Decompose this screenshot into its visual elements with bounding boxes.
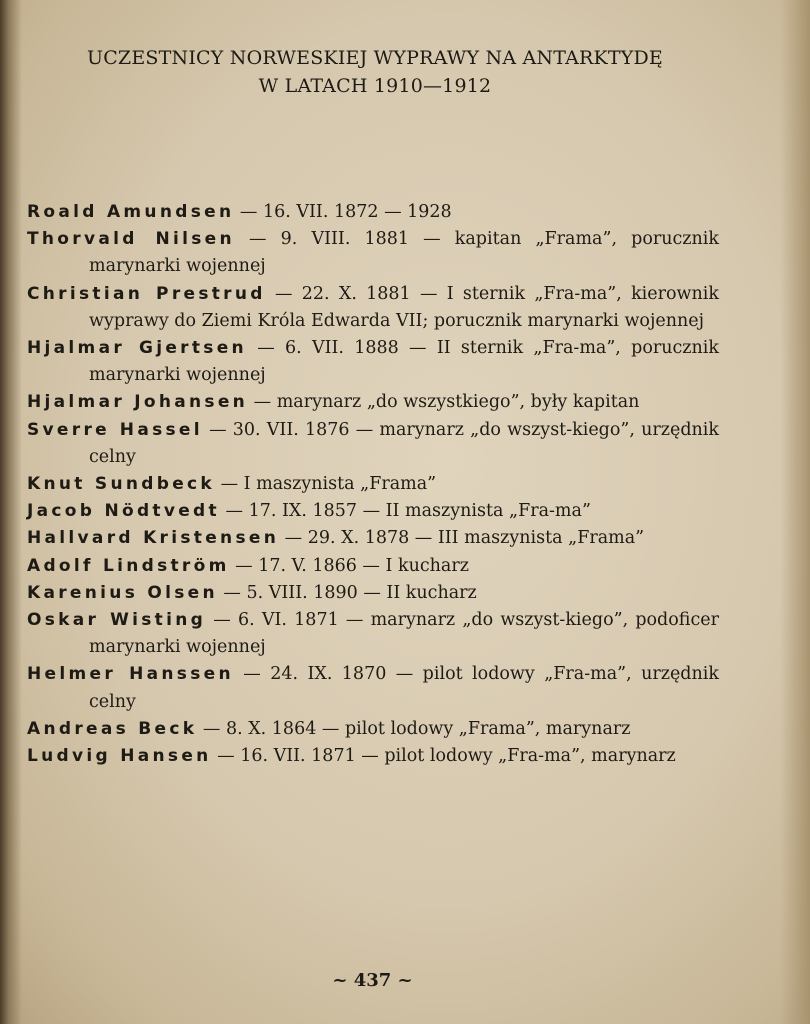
participant-details: — 6. VI. 1871 — marynarz „do wszyst-kiego”, podoficer marynarki wojennej xyxy=(89,610,719,658)
participant-name: Hjalmar Johansen xyxy=(27,392,249,413)
participant-name: Hallvard Kristensen xyxy=(27,528,280,549)
list-item xyxy=(27,580,719,607)
participant-details: — 6. VII. 1888 — II sternik „Fra-ma”, porucznik marynarki wojennej xyxy=(89,338,720,386)
participant-name: Christian Prestrud xyxy=(27,283,266,304)
list-item xyxy=(27,335,719,389)
participant-name: Roald Amundsen xyxy=(27,202,235,222)
participant-details: — 16. VII. 1871 — pilot lodowy „Fra-ma”, marynarz xyxy=(211,746,676,767)
participant-details: — 17. V. 1866 — I kucharz xyxy=(229,555,469,576)
page-edge-shadow xyxy=(780,0,810,1024)
list-item xyxy=(27,661,719,715)
participant-details: — 24. IX. 1870 — pilot lodowy „Fra-ma”, urzędnik celny xyxy=(89,664,719,712)
participant-name: Ludvig Hansen xyxy=(27,746,212,767)
list-item xyxy=(27,716,719,743)
title-line-2: W LATACH 1910—1912 xyxy=(258,75,492,97)
participant-details: — 17. IX. 1857 — II maszynista „Fra-ma” xyxy=(219,501,591,522)
participant-details: — 9. VIII. 1881 — kapitan „Frama”, porucznik marynarki wojennej xyxy=(89,229,719,277)
participants-list xyxy=(27,199,719,770)
participant-name: Hjalmar Gjertsen xyxy=(27,338,247,359)
list-item xyxy=(27,553,719,580)
page-number: ~ 437 ~ xyxy=(332,970,413,991)
participant-details: — 16. VII. 1872 — 1928 xyxy=(234,202,452,222)
participant-name: Sverre Hassel xyxy=(27,419,203,440)
page-title xyxy=(20,44,730,100)
list-item xyxy=(27,743,719,770)
participant-name: Helmer Hanssen xyxy=(27,664,234,685)
list-item xyxy=(27,417,719,471)
participant-name: Adolf Lindström xyxy=(27,555,230,576)
title-line-1: UCZESTNICY NORWESKIEJ WYPRAWY NA ANTARKTYDĘ xyxy=(86,47,664,69)
page-gutter-shadow xyxy=(0,0,22,1024)
list-item xyxy=(27,607,719,661)
participant-details: — 22. X. 1881 — I sternik „Fra-ma”, kierownik wyprawy do Ziemi Króla Edwarda VII; porucznik marynarki wojennej xyxy=(89,283,719,331)
participant-details: — I maszynista „Frama” xyxy=(215,474,437,495)
participant-details: — 5. VIII. 1890 — II kucharz xyxy=(217,582,477,603)
list-item xyxy=(27,498,719,525)
list-item xyxy=(27,226,719,280)
list-item xyxy=(27,281,719,335)
participant-details: — 29. X. 1878 — III maszynista „Frama” xyxy=(279,528,645,549)
list-item xyxy=(27,199,719,226)
list-item xyxy=(27,389,719,416)
participant-details: — 30. VII. 1876 — marynarz „do wszyst-kiego”, urzędnik celny xyxy=(89,419,719,467)
list-item xyxy=(27,525,719,552)
participant-name: Oskar Wisting xyxy=(27,610,207,631)
participant-details: — marynarz „do wszystkiego”, były kapitan xyxy=(248,392,640,413)
participant-name: Jacob Nödtvedt xyxy=(27,501,220,522)
list-item xyxy=(27,471,719,498)
participant-name: Thorvald Nilsen xyxy=(27,229,235,250)
participant-name: Knut Sundbeck xyxy=(27,474,216,495)
participant-name: Karenius Olsen xyxy=(27,582,218,603)
participant-details: — 8. X. 1864 — pilot lodowy „Frama”, marynarz xyxy=(197,718,631,739)
participant-name: Andreas Beck xyxy=(27,718,198,739)
